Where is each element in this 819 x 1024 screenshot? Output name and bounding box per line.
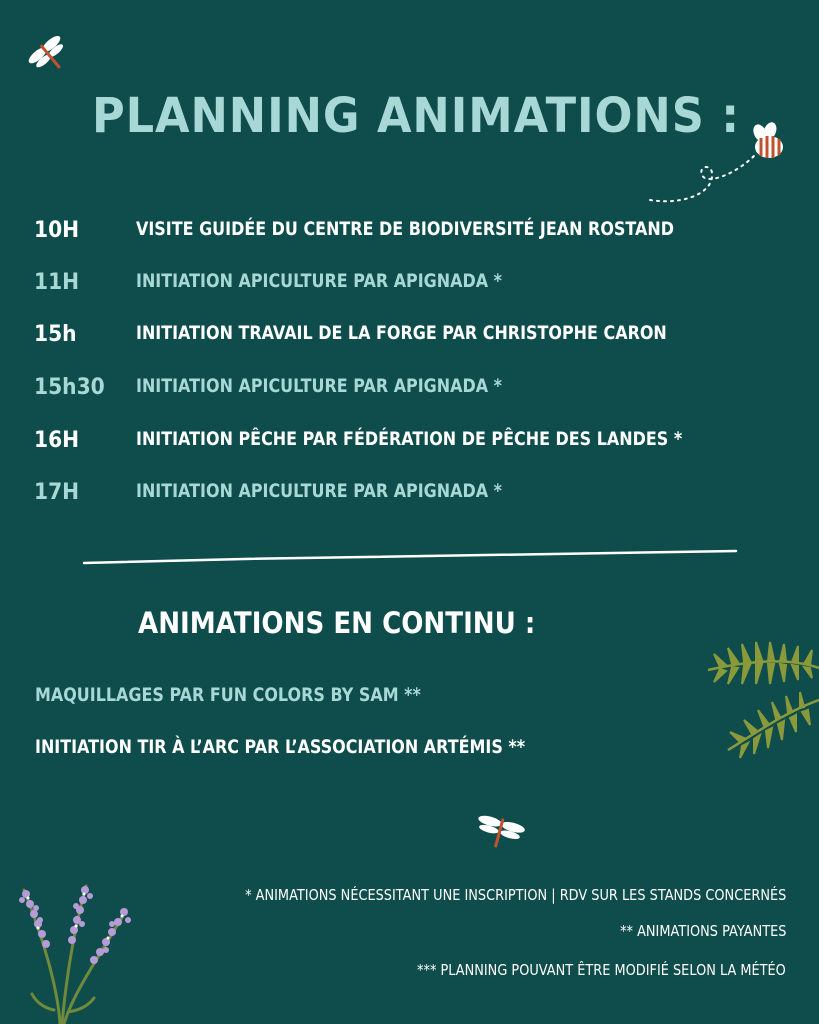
schedule-row [0, 428, 819, 458]
continuous-item: INITIATION TIR À L’ARC PAR L’ASSOCIATION ARTÉMIS ** [35, 736, 526, 758]
schedule-activity: INITIATION APICULTURE PAR APIGNADA * [136, 375, 502, 397]
schedule-time: 16H [34, 428, 80, 453]
schedule-row [0, 322, 819, 352]
schedule-row [0, 480, 819, 510]
schedule-activity: INITIATION PÊCHE PAR FÉDÉRATION DE PÊCHE DES LANDES * [136, 428, 683, 450]
schedule-activity: INITIATION APICULTURE PAR APIGNADA * [136, 480, 502, 502]
footnote-registration: * ANIMATIONS NÉCESSITANT UNE INSCRIPTION | RDV SUR LES STANDS CONCERNÉS [244, 886, 786, 904]
fern-icon [700, 630, 819, 760]
page-title: PLANNING ANIMATIONS : [92, 88, 741, 144]
schedule-activity: INITIATION APICULTURE PAR APIGNADA * [136, 270, 502, 292]
continuous-item: MAQUILLAGES PAR FUN COLORS BY SAM ** [35, 684, 421, 706]
schedule-row [0, 270, 819, 300]
lavender-icon [14, 880, 134, 1024]
schedule-row [0, 218, 819, 248]
dragonfly-icon [472, 808, 528, 852]
schedule-time: 15h [34, 322, 77, 347]
footnote-weather: *** PLANNING POUVANT ÊTRE MODIFIÉ SELON LA MÉTÉO [417, 961, 786, 979]
divider [82, 545, 742, 569]
schedule-activity: INITIATION TRAVAIL DE LA FORGE PAR CHRISTOPHE CARON [136, 322, 667, 344]
schedule-time: 11H [34, 270, 80, 295]
footnote-paid: ** ANIMATIONS PAYANTES [619, 922, 786, 940]
schedule-row [0, 375, 819, 405]
schedule-time: 15h30 [34, 375, 105, 400]
dragonfly-icon [24, 30, 74, 80]
schedule-time: 17H [34, 480, 80, 505]
schedule-activity: VISITE GUIDÉE DU CENTRE DE BIODIVERSITÉ JEAN ROSTAND [136, 218, 675, 240]
bee-icon [640, 115, 790, 210]
continuous-title: ANIMATIONS EN CONTINU : [138, 606, 536, 640]
schedule-time: 10H [34, 218, 80, 243]
